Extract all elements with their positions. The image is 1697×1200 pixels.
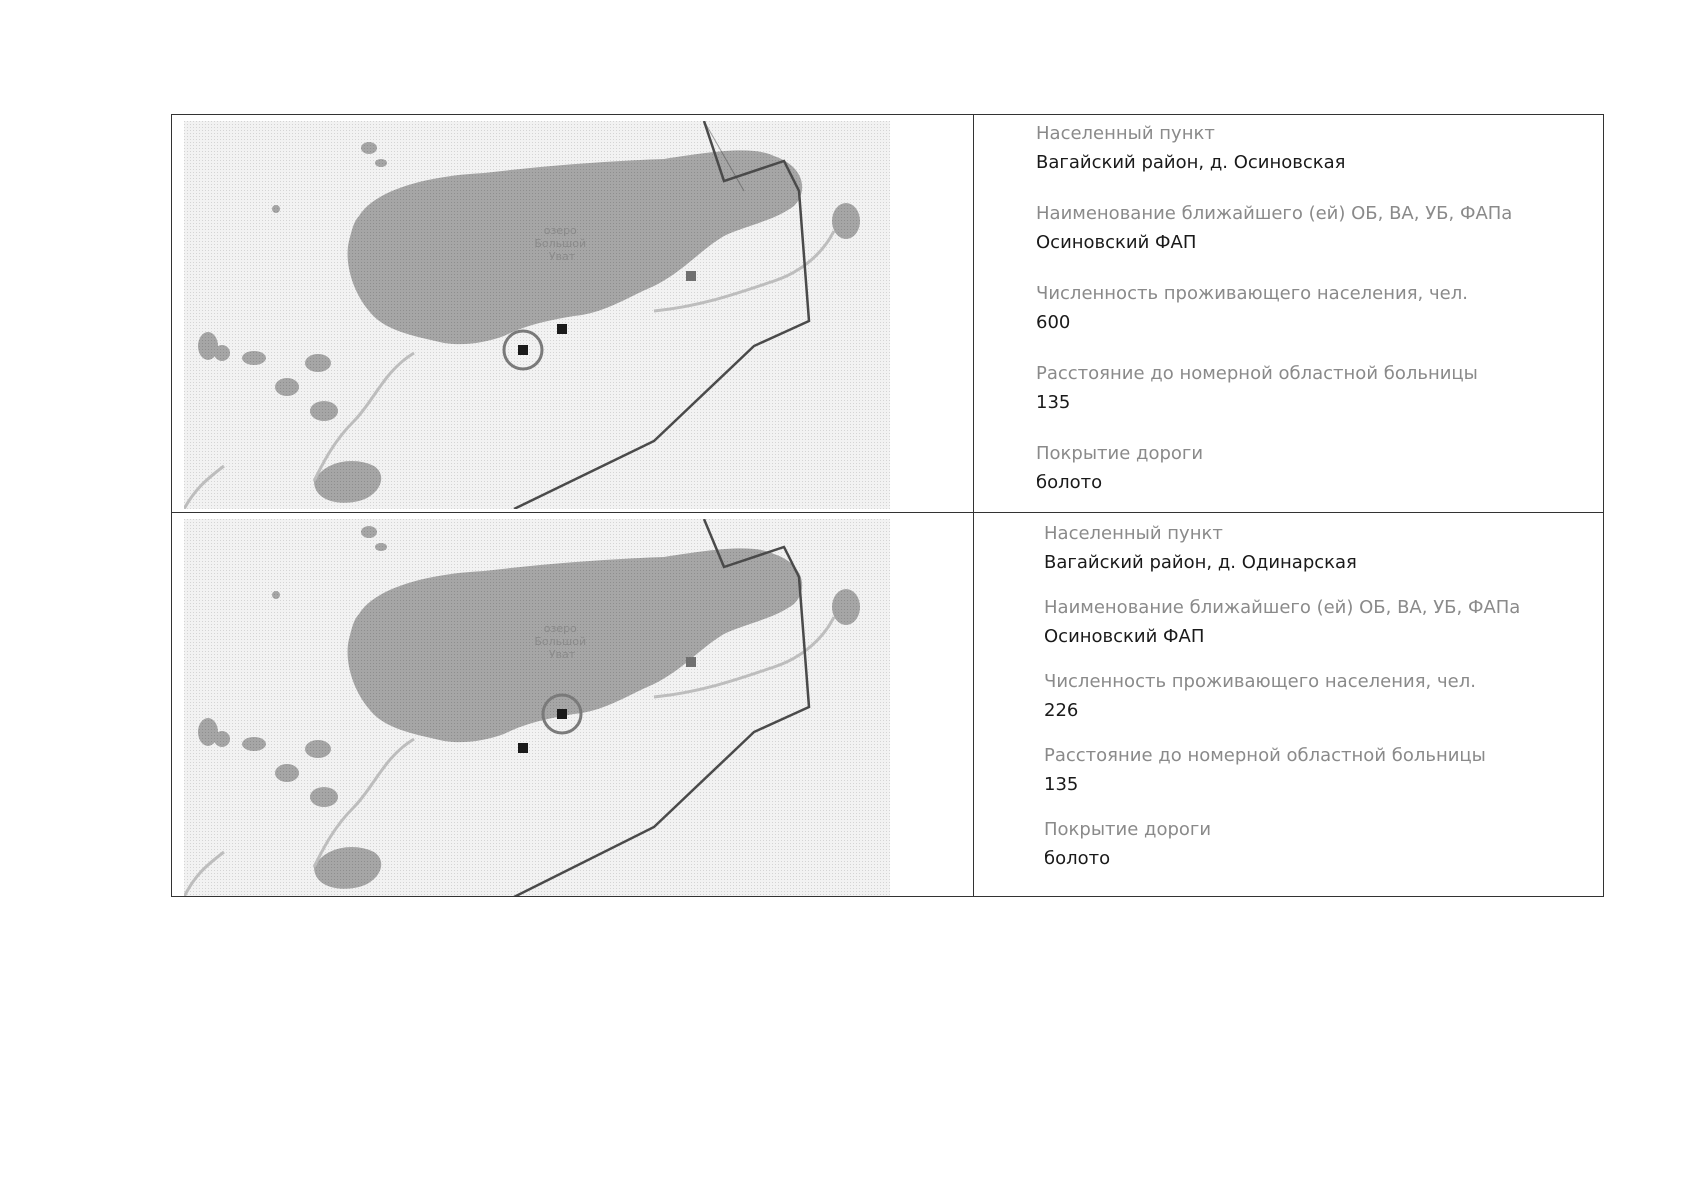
- settlement-field: [1044, 523, 1357, 573]
- distance-value: 135: [1044, 774, 1079, 795]
- population-label: Численность проживающего населения, чел.: [1036, 283, 1468, 304]
- settlement-value: Вагайский район, д. Одинарская: [1044, 552, 1357, 573]
- marker-right: [557, 709, 567, 719]
- distance-label: Расстояние до номерной областной больницы: [1044, 745, 1486, 766]
- settlement-field: [1036, 123, 1346, 173]
- map-image: [184, 519, 890, 896]
- marker-far: [686, 657, 696, 667]
- info-cell: [974, 115, 1603, 512]
- settlement-label: Населенный пункт: [1036, 123, 1215, 144]
- road-label: Покрытие дороги: [1044, 819, 1212, 840]
- facility-field: [1036, 203, 1512, 253]
- population-value: 600: [1036, 312, 1071, 333]
- settlement-label: Населенный пункт: [1044, 523, 1223, 544]
- road-value: болото: [1044, 848, 1111, 869]
- distance-field: [1044, 745, 1486, 795]
- lake-label-line-3: Уват: [548, 648, 576, 661]
- lake-label-line-2: Большой: [534, 635, 587, 648]
- road-field: [1044, 819, 1211, 869]
- distance-label: Расстояние до номерной областной больницы: [1036, 363, 1478, 384]
- map-cell: [172, 115, 974, 512]
- facility-label: Наименование ближайшего (ей) ОБ, ВА, УБ, ФАПа: [1044, 597, 1521, 618]
- lake-label-line-3: Уват: [548, 250, 576, 263]
- table-row: [172, 513, 1603, 896]
- map-cell: [172, 513, 974, 896]
- lake-label-line-1: озеро: [543, 224, 577, 237]
- marker-far: [686, 271, 696, 281]
- road-label: Покрытие дороги: [1036, 443, 1204, 464]
- population-label: Численность проживающего населения, чел.: [1044, 671, 1476, 692]
- population-value: 226: [1044, 700, 1079, 721]
- facility-label: Наименование ближайшего (ей) ОБ, ВА, УБ, ФАПа: [1036, 203, 1513, 224]
- table-row: [172, 115, 1603, 513]
- lake-label-line-2: Большой: [534, 237, 587, 250]
- distance-field: [1036, 363, 1478, 413]
- lake-label-line-1: озеро: [543, 622, 577, 635]
- marker-left: [518, 743, 528, 753]
- facility-value: Осиновский ФАП: [1044, 626, 1205, 647]
- population-field: [1044, 671, 1476, 721]
- population-field: [1036, 283, 1468, 333]
- map-image: [184, 121, 890, 509]
- road-value: болото: [1036, 472, 1103, 493]
- marker-left: [518, 345, 528, 355]
- distance-value: 135: [1036, 392, 1071, 413]
- info-cell: [974, 513, 1603, 896]
- facility-field: [1044, 597, 1520, 647]
- facility-value: Осиновский ФАП: [1036, 232, 1197, 253]
- road-field: [1036, 443, 1203, 493]
- settlement-value: Вагайский район, д. Осиновская: [1036, 152, 1346, 173]
- info-table: [171, 114, 1604, 897]
- marker-right: [557, 324, 567, 334]
